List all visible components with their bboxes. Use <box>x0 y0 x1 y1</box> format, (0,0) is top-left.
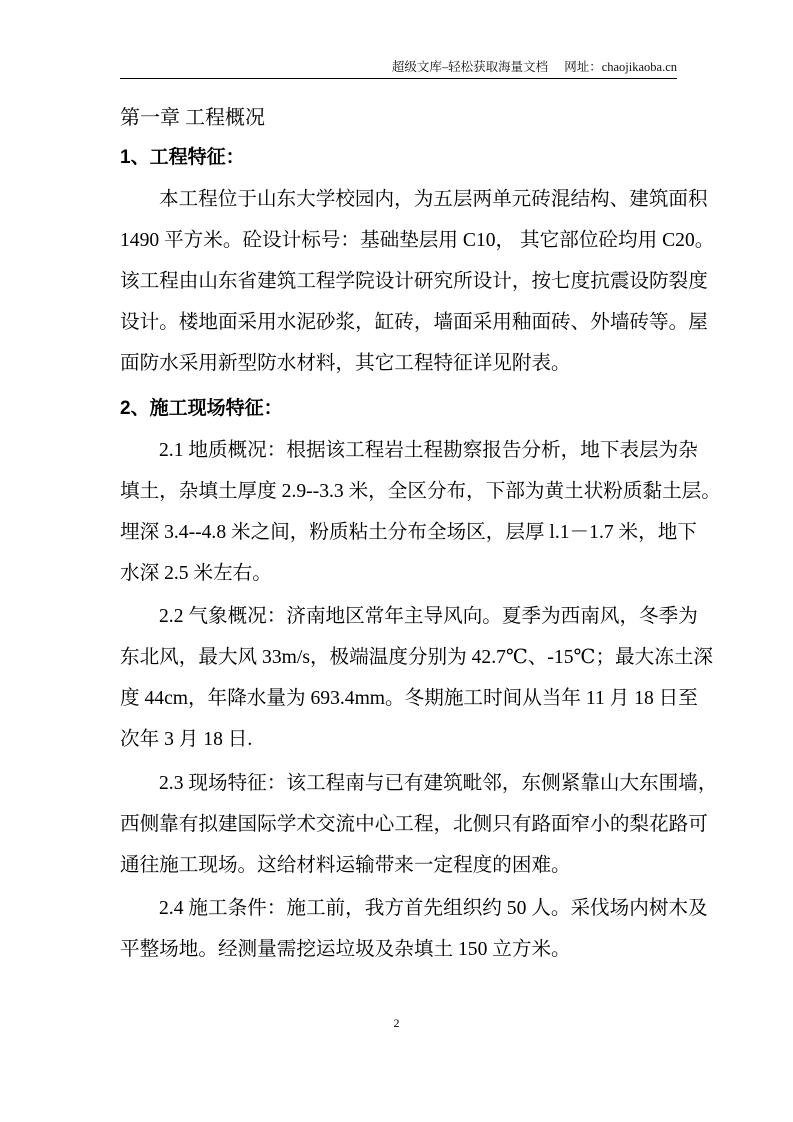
header-title: 超级文库–轻松获取海量文档 <box>391 60 549 74</box>
text-line: 度 44cm，年降水量为 693.4mm。冬期施工时间从当年 11 月 18 日至 <box>120 688 698 709</box>
text-line: 水深 2.5 米左右。 <box>120 563 272 584</box>
text-line: 该工程由山东省建筑工程学院设计研究所设计，按七度抗震设防裂度 <box>120 271 708 292</box>
page-header <box>392 57 677 75</box>
text-line: 面防水采用新型防水材料，其它工程特征详见附表。 <box>120 353 571 374</box>
text-line: 2.4 施工条件：施工前，我方首先组织约 50 人。采伐场内树木及 <box>159 898 708 919</box>
section-heading: 1、工程特征： <box>120 147 245 168</box>
page-number: 2 <box>393 1016 400 1030</box>
text-line: 设计。楼地面采用水泥砂浆，缸砖，墙面采用釉面砖、外墙砖等。屋 <box>120 312 708 333</box>
text-line: 埋深 3.4--4.8 米之间，粉质粘土分布全场区，层厚 l.1－1.7 米，地下 <box>120 522 697 543</box>
text-line: 1490 平方米。砼设计标号：基础垫层用 C10， 其它部位砼均用 C20。 <box>120 230 715 251</box>
text-line: 通往施工现场。这给材料运输带来一定程度的困难。 <box>120 855 571 876</box>
text-line: 本工程位于山东大学校园内，为五层两单元砖混结构、建筑面积 <box>159 189 708 210</box>
header-site: 网址：chaojikaoba.cn <box>564 60 677 74</box>
text-line: 西侧靠有拟建国际学术交流中心工程，北侧只有路面窄小的梨花路可 <box>120 814 708 835</box>
header-rule <box>120 78 677 79</box>
text-line: 2.2 气象概况：济南地区常年主导风向。夏季为西南风，冬季为 <box>159 606 698 627</box>
text-line: 填土，杂填土厚度 2.9--3.3 米，全区分布，下部为黄土状粉质黏土层。 <box>120 481 721 502</box>
text-line: 东北风，最大风 33m/s，极端温度分别为 42.7℃、-15℃；最大冻土深 <box>120 647 714 668</box>
chapter-title: 第一章 工程概况 <box>120 107 265 129</box>
text-line: 平整场地。经测量需挖运垃圾及杂填土 150 立方米。 <box>120 939 571 960</box>
text-line: 2.1 地质概况：根据该工程岩土程勘察报告分析，地下表层为杂 <box>159 440 698 461</box>
text-line: 次年 3 月 18 日. <box>120 729 253 750</box>
section-heading: 2、施工现场特征： <box>120 398 283 419</box>
text-line: 2.3 现场特征：该工程南与已有建筑毗邻，东侧紧靠山大东围墙， <box>159 773 718 794</box>
